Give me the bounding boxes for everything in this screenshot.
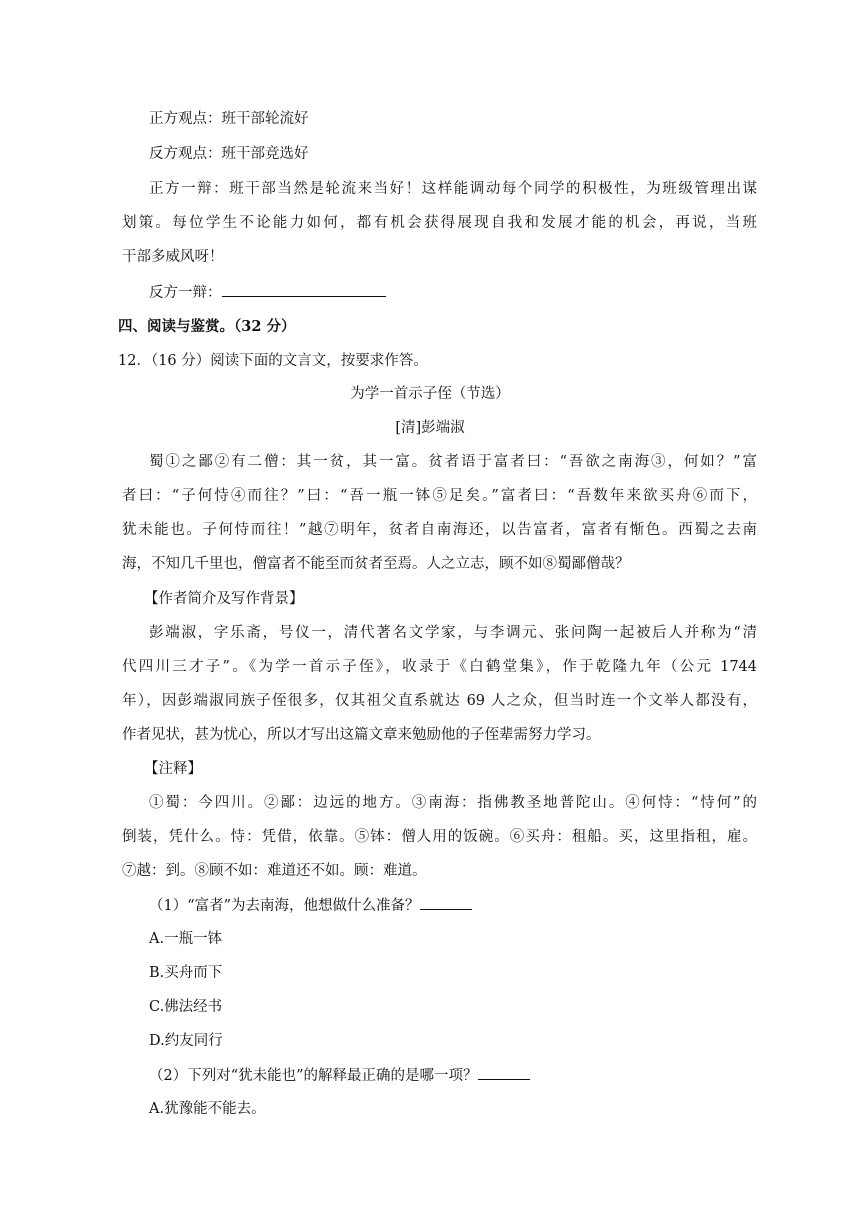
option-d: D.约友同行: [149, 1033, 223, 1049]
pro-view: 正方观点：班干部轮流好: [149, 111, 309, 127]
section-heading: 四、阅读与鉴赏。（32 分）: [118, 318, 296, 335]
pro-argument-line-1: 正方一辩：班干部当然是轮流来当好！这样能调动每个同学的积极性，为班级管理出谋: [149, 181, 757, 197]
option-a: A.犹豫能不能去。: [149, 1101, 266, 1117]
passage-line: 海，不知几千里也，僧富者不能至而贫者至焉。人之立志，顾不如⑧蜀鄙僧哉？: [122, 556, 630, 572]
background-heading: 【作者简介及写作背景】: [144, 591, 304, 607]
question-1: [149, 895, 472, 916]
option-c: C.佛法经书: [149, 999, 223, 1015]
con-argument: [149, 282, 386, 303]
notes-line: 倒装，凭什么。恃：凭借，依靠。⑤钵：僧人用的饭碗。⑥买舟：租船。买，这里指租，雇。: [122, 829, 757, 845]
background-line: 年），因彭端淑同族子侄很多，仅其祖父直系就达 69 人之众，但当时连一个文举人都没有，: [122, 693, 757, 709]
passage-line: 蜀①之鄙②有二僧：其一贫，其一富。贫者语于富者曰：“吾欲之南海③，何如？”富: [149, 454, 757, 470]
notes-heading: 【注释】: [144, 761, 202, 777]
passage-line: 犹未能也。子何恃而往！”越⑦明年，贫者自南海还，以告富者，富者有惭色。西蜀之去南: [122, 522, 757, 538]
background-line: 彭端淑，字乐斋，号仪一，清代著名文学家，与李调元、张问陶一起被后人并称为“清: [149, 625, 757, 641]
question-1-stem: （1）“富者”为去南海，他想做什么准备？: [149, 898, 420, 914]
background-line: 作者见状，甚为忧心，所以才写出这篇文章来勉励他的子侄辈需努力学习。: [122, 727, 601, 743]
notes-line: ①蜀：今四川。②鄙：边远的地方。③南海：指佛教圣地普陀山。④何恃：“恃何”的: [149, 795, 757, 811]
question-2: [149, 1065, 530, 1086]
passage-author: [清]彭端淑: [395, 420, 465, 436]
passage-line: 者曰：“子何恃④而往？”曰：“吾一瓶一钵⑤足矣。”富者曰：“吾数年来欲买舟⑥而下，: [122, 488, 757, 504]
con-argument-label: 反方一辩：: [149, 285, 222, 301]
answer-blank[interactable]: [222, 282, 386, 297]
notes-line: ⑦越：到。⑧顾不如：难道还不如。顾：难道。: [122, 863, 427, 879]
background-line: 代四川三才子”。《为学一首示子侄》，收录于《白鹤堂集》，作于乾隆九年（公元 1744: [122, 659, 757, 675]
pro-argument-line-3: 干部多威风呀！: [122, 249, 224, 265]
option-a: A.一瓶一钵: [149, 931, 223, 947]
con-view: 反方观点：班干部竞选好: [149, 146, 309, 162]
answer-blank[interactable]: [478, 1065, 530, 1080]
question-2-stem: （2）下列对“犹未能也”的解释最正确的是哪一项？: [149, 1068, 478, 1084]
answer-blank[interactable]: [420, 895, 472, 910]
question-12: 12．（16 分）阅读下面的文言文，按要求作答。: [118, 353, 428, 369]
option-b: B.买舟而下: [149, 965, 223, 981]
pro-argument-line-2: 划策。每位学生不论能力如何，都有机会获得展现自我和发展才能的机会，再说，当班: [122, 215, 757, 231]
passage-title: 为学一首示子侄（节选）: [350, 386, 510, 402]
